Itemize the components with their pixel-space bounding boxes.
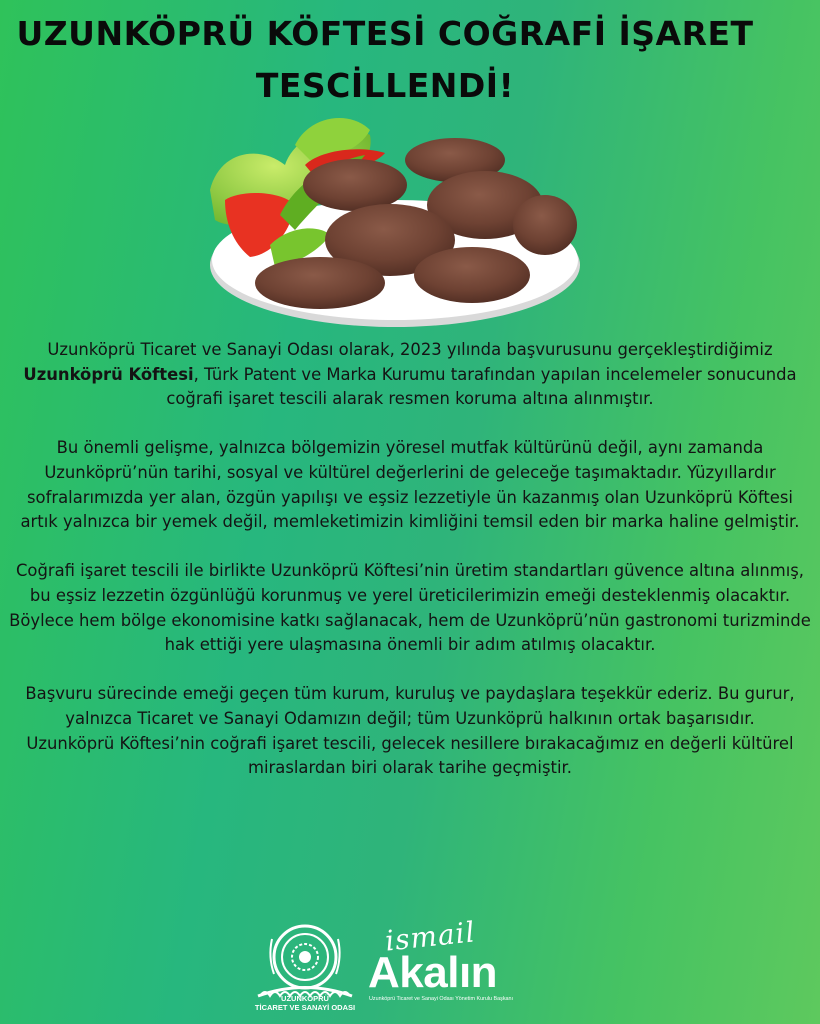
kofte-plate-image xyxy=(200,105,595,335)
paragraph-4: Başvuru sürecinde emeği geçen tüm kurum, kuruluş ve paydaşlara teşekkür ederiz. Bu gurur, yalnızca Ticaret ve Sanayi Odamızın değil; tüm Uzunköprü halkının ortak başarısıdır. xyxy=(25,684,795,728)
page-headline xyxy=(0,8,770,112)
article-body xyxy=(6,338,814,781)
paragraph-2: Bu önemli gelişme, yalnızca bölgemizin yöresel mutfak kültürünü değil, aynı zamanda Uzunköprü’nün tarihi, sosyal ve kültürel değerlerini de geleceğe taşımaktadır. Yüzyıllardır sofralarımızda yer alan, özgün yapılışı ve eşsiz lezzetiyle ün kazanmış olan Uzunköprü Köftesi artık yalnızca bir yemek değil, memleketimizin kimliğini temsil eden bir marka haline gelmiştir. xyxy=(20,438,800,532)
signature-last-name: Akalın xyxy=(368,948,498,997)
kofte-patty xyxy=(513,195,577,255)
paragraph-1 xyxy=(6,338,814,412)
paragraph-1-highlight: Uzunköprü Köftesi xyxy=(23,364,194,384)
chamber-name-line-2: TİCARET VE SANAYİ ODASI xyxy=(254,1003,356,1012)
signature-title: Uzunköprü Ticaret ve Sanayi Odası Yönetim Kurulu Başkanı xyxy=(369,996,514,1002)
kofte-patty xyxy=(303,159,407,211)
chamber-name-line-1: UZUNKÖPRÜ xyxy=(281,994,329,1003)
signature-first-name: ismail xyxy=(383,915,477,958)
paragraph-1-intro: Uzunköprü Ticaret ve Sanayi Odası olarak, 2023 yılında başvurusunu gerçekleştirdiğimiz xyxy=(47,340,773,359)
paragraph-3: Coğrafi işaret tescili ile birlikte Uzunköprü Köftesi’nin üretim standartları güvence altına alınmış, bu eşsiz lezzetin özgünlüğü korunmuş ve yerel üreticilerimizin emeği desteklenmiş olacaktır. Böylece hem bölge ekonomisine katkı sağlanacak, hem de Uzunköprü’nün gastronomi turizminde hak ettiği yere ulaşmasına önemli bir adım atılmış olacaktır. xyxy=(9,561,811,655)
kofte-patty xyxy=(414,247,530,303)
headline-line-1: UZUNKÖPRÜ KÖFTESİ COĞRAFİ İŞARET xyxy=(16,14,754,53)
headline-line-2: TESCİLLENDİ! xyxy=(255,66,515,105)
paragraph-5: Uzunköprü Köftesi’nin coğrafi işaret tescili, gelecek nesillere bırakacağımız en değerli kültürel miraslardan biri olarak tarihe geçmiştir. xyxy=(26,733,794,778)
paragraph-1-rest: , Türk Patent ve Marka Kurumu tarafından yapılan incelemeler sonucunda coğrafi işaret tescili alarak resmen koruma altına alınmıştır. xyxy=(166,364,797,409)
kofte-patty xyxy=(255,257,385,309)
chamber-name xyxy=(240,994,370,1012)
